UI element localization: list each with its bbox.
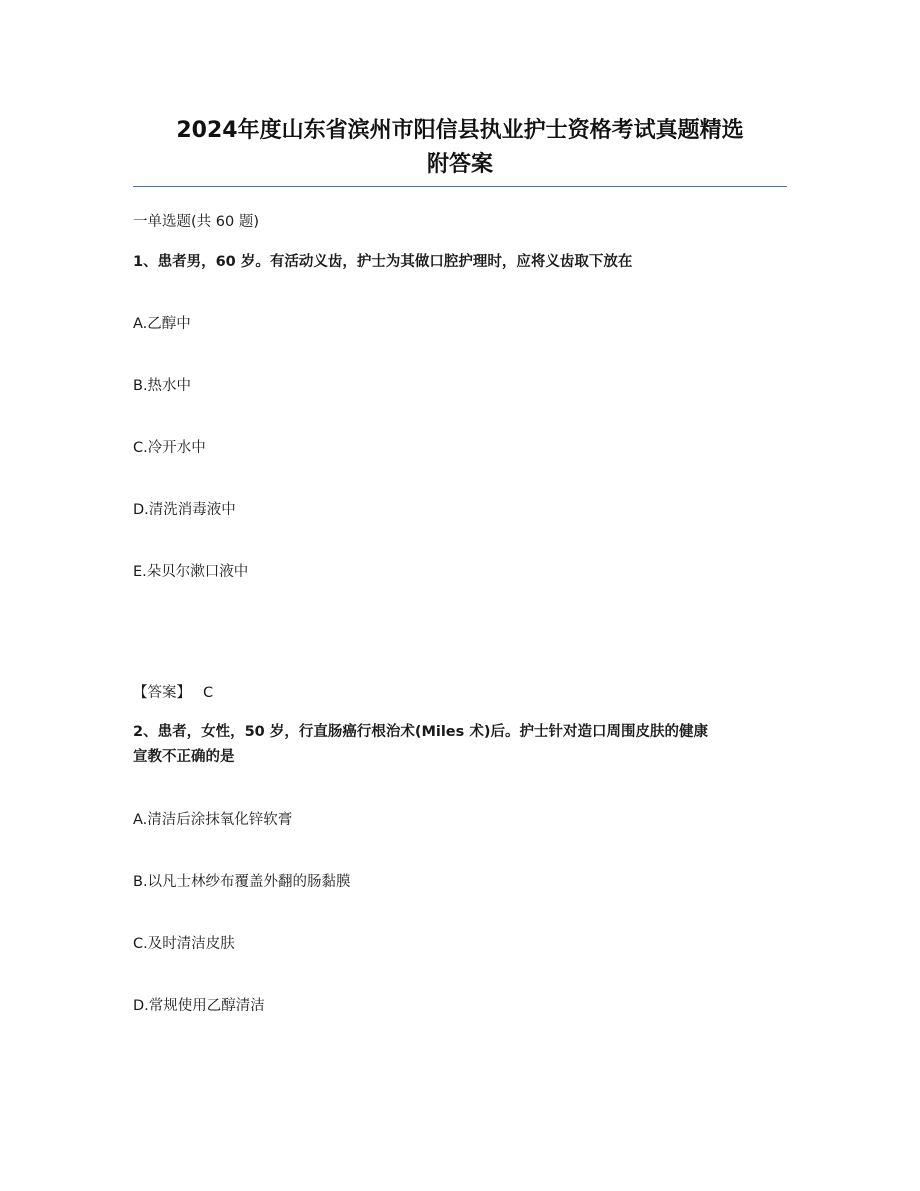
answer-label: 【答案】 [133,685,191,701]
question-1-option-c: C.冷开水中 [133,440,206,456]
question-1-answer [133,682,213,704]
question-1-option-d: D.清洗消毒液中 [133,502,236,518]
title-divider [133,186,787,187]
question-2-stem-line-2: 宣教不正确的是 [133,749,235,765]
question-2-option-d: D.常规使用乙醇清洁 [133,998,265,1014]
question-1-option-e: E.朵贝尔漱口液中 [133,564,249,580]
question-1-option-a: A.乙醇中 [133,316,191,332]
question-2-option-b: B.以凡士林纱布覆盖外翻的肠黏膜 [133,874,351,890]
question-1-stem: 1、患者男，60 岁。有活动义齿，护士为其做口腔护理时，应将义齿取下放在 [133,254,633,270]
section-heading: 一单选题(共 60 题) [133,214,259,230]
question-2-option-a: A.清洁后涂抹氧化锌软膏 [133,812,293,828]
title-line-1: 2024年度山东省滨州市阳信县执业护士资格考试真题精选 [176,118,744,143]
question-1-option-b: B.热水中 [133,378,192,394]
answer-value: C [203,685,214,701]
title-line-2: 附答案 [426,152,493,177]
document-title [130,114,790,182]
question-2-stem-line-1: 2、患者，女性，50 岁，行直肠癌行根治术(Miles 术)后。护士针对造口周围皮肤的健康 [133,724,708,740]
question-2-option-c: C.及时清洁皮肤 [133,936,235,952]
